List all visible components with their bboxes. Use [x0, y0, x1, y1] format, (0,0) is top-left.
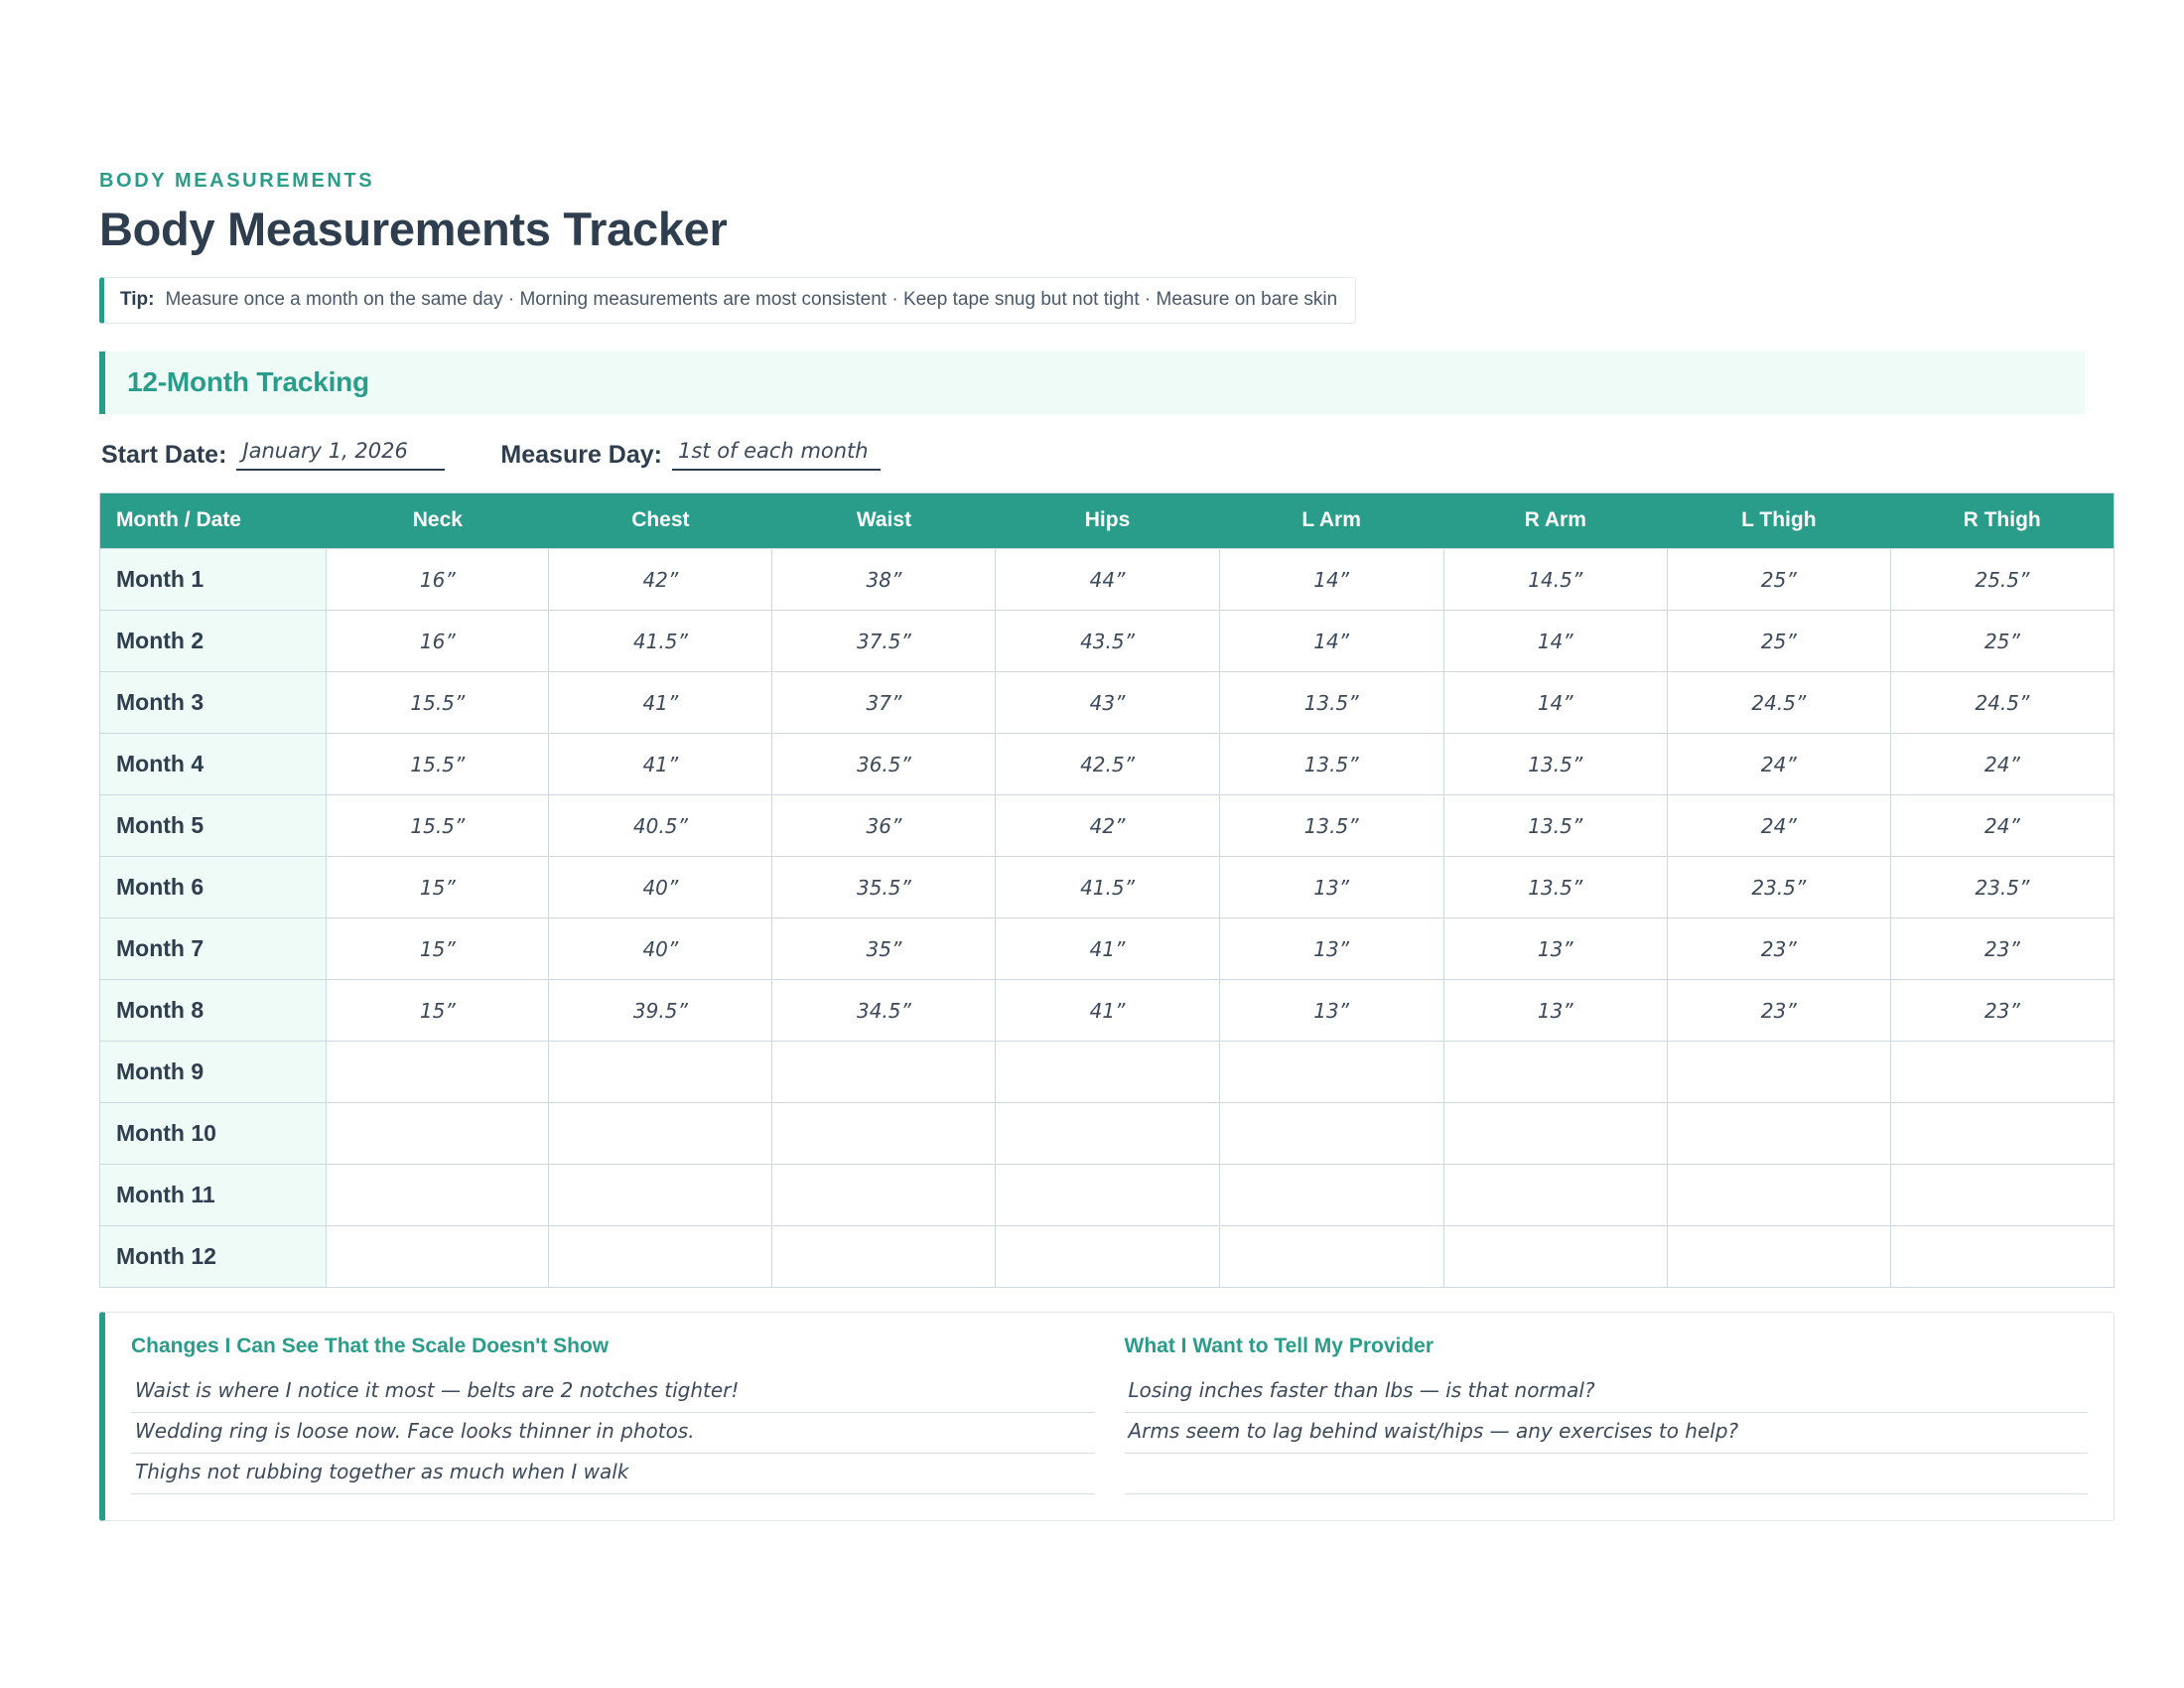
measurement-cell[interactable]	[1219, 1226, 1443, 1288]
measurement-cell[interactable]	[327, 918, 549, 980]
measurement-cell[interactable]	[1443, 1103, 1667, 1165]
measurement-value: 37.5”	[856, 629, 911, 653]
measurement-cell[interactable]	[772, 918, 996, 980]
measurement-value: 14.5”	[1528, 567, 1583, 592]
measurement-cell[interactable]	[1219, 611, 1443, 672]
meta-fields-row	[99, 438, 2085, 471]
table-row	[100, 1165, 2115, 1226]
measure-day-input[interactable]: 1st of each month	[672, 438, 881, 471]
table-column-header-2: Chest	[549, 493, 772, 549]
measurement-cell[interactable]	[327, 549, 549, 611]
start-date-field	[101, 438, 445, 471]
measurement-cell[interactable]	[549, 1042, 772, 1103]
measurement-value: 15.5”	[410, 690, 466, 715]
measurement-cell[interactable]	[996, 1165, 1219, 1226]
measurement-cell[interactable]	[1667, 549, 1890, 611]
measurement-cell[interactable]	[327, 980, 549, 1042]
measurement-cell[interactable]	[1443, 672, 1667, 734]
table-row	[100, 549, 2115, 611]
measurement-value: 15.5”	[410, 813, 466, 838]
measurement-cell[interactable]	[1443, 1165, 1667, 1226]
row-label-month-4: Month 4	[100, 734, 327, 795]
measurement-value: 42”	[1089, 813, 1126, 838]
measurement-cell[interactable]	[1890, 1226, 2114, 1288]
measurement-cell[interactable]	[1890, 980, 2114, 1042]
measurement-cell[interactable]	[996, 1103, 1219, 1165]
measurement-value: 15”	[419, 936, 456, 961]
measurement-value: 13.5”	[1528, 875, 1583, 900]
measurement-cell[interactable]	[549, 1103, 772, 1165]
measurement-value: 13.5”	[1303, 752, 1359, 776]
measurement-value: 43”	[1089, 690, 1126, 715]
measurements-table	[99, 492, 2115, 1288]
measurement-value: 42”	[642, 567, 679, 592]
table-column-header-4: Hips	[996, 493, 1219, 549]
measurement-cell[interactable]	[1667, 1165, 1890, 1226]
measurement-cell[interactable]	[549, 980, 772, 1042]
table-row	[100, 1042, 2115, 1103]
table-row	[100, 1103, 2115, 1165]
measurement-cell[interactable]	[549, 795, 772, 857]
measurement-value: 40”	[642, 875, 679, 900]
measurement-value: 44”	[1089, 567, 1126, 592]
measurement-cell[interactable]	[549, 857, 772, 918]
measurement-cell[interactable]	[996, 980, 1219, 1042]
measurement-cell[interactable]	[1219, 980, 1443, 1042]
table-head	[100, 493, 2115, 549]
measurement-value: 43.5”	[1080, 629, 1135, 653]
measurement-cell[interactable]	[549, 1165, 772, 1226]
row-label-month-5: Month 5	[100, 795, 327, 857]
measurement-cell[interactable]	[327, 795, 549, 857]
measurement-value: 13.5”	[1528, 813, 1583, 838]
measurement-cell[interactable]	[1219, 672, 1443, 734]
measurement-cell[interactable]	[1890, 795, 2114, 857]
notes-column-changes	[131, 1335, 1095, 1494]
tip-bar	[99, 277, 1356, 324]
measurement-value: 34.5”	[856, 998, 911, 1023]
measurement-value: 13”	[1313, 936, 1350, 961]
measurement-value: 24”	[1760, 813, 1797, 838]
measurement-cell[interactable]	[1667, 795, 1890, 857]
measurement-cell[interactable]	[327, 1103, 549, 1165]
measurement-cell[interactable]	[549, 734, 772, 795]
measurement-cell[interactable]	[772, 672, 996, 734]
measurement-cell[interactable]	[1890, 857, 2114, 918]
measurement-cell[interactable]	[1890, 672, 2114, 734]
measurement-cell[interactable]	[327, 611, 549, 672]
measurement-cell[interactable]	[549, 672, 772, 734]
measurement-value: 37”	[866, 690, 902, 715]
measurement-cell[interactable]	[772, 611, 996, 672]
measurement-cell[interactable]	[772, 1042, 996, 1103]
measurement-cell[interactable]	[1219, 549, 1443, 611]
row-label-month-12: Month 12	[100, 1226, 327, 1288]
measurement-cell[interactable]	[1219, 857, 1443, 918]
measurement-value: 36”	[866, 813, 902, 838]
measurement-cell[interactable]	[772, 734, 996, 795]
measurement-value: 25”	[1760, 629, 1797, 653]
measurement-cell[interactable]	[772, 980, 996, 1042]
measurement-cell[interactable]	[327, 857, 549, 918]
notes-changes-title: Changes I Can See That the Scale Doesn't Show	[131, 1335, 610, 1358]
measurement-cell[interactable]	[1219, 918, 1443, 980]
table-column-header-3: Waist	[772, 493, 996, 549]
row-label-month-8: Month 8	[100, 980, 327, 1042]
measurement-cell[interactable]	[327, 1226, 549, 1288]
start-date-label: Start Date:	[101, 440, 227, 469]
measurement-value: 40”	[642, 936, 679, 961]
measurement-cell[interactable]	[772, 857, 996, 918]
measurement-cell[interactable]	[1443, 857, 1667, 918]
measure-day-field	[500, 438, 881, 471]
notes-provider-title: What I Want to Tell My Provider	[1124, 1335, 1434, 1358]
section-title: 12-Month Tracking	[127, 365, 369, 397]
measurement-value: 24”	[1760, 752, 1797, 776]
measurement-cell[interactable]	[327, 1165, 549, 1226]
measurement-value: 13.5”	[1528, 752, 1583, 776]
row-label-month-6: Month 6	[100, 857, 327, 918]
measurement-cell[interactable]	[549, 549, 772, 611]
section-banner	[99, 352, 2085, 414]
measurement-value: 24”	[1984, 813, 2020, 838]
measurement-cell[interactable]	[1890, 734, 2114, 795]
note-line-provider[interactable]: Losing inches faster than lbs — is that normal?	[1125, 1372, 2089, 1413]
table-row	[100, 672, 2115, 734]
measurement-cell[interactable]	[1443, 1226, 1667, 1288]
measurement-cell[interactable]	[1443, 795, 1667, 857]
measurement-cell[interactable]	[1667, 857, 1890, 918]
measurement-cell[interactable]	[1443, 734, 1667, 795]
measurement-cell[interactable]	[1890, 1165, 2114, 1226]
measurement-cell[interactable]	[327, 672, 549, 734]
measure-day-label: Measure Day:	[500, 440, 662, 469]
table-row	[100, 1226, 2115, 1288]
measurement-cell[interactable]	[996, 1042, 1219, 1103]
measurement-value: 16”	[419, 567, 456, 592]
measurement-cell[interactable]	[1890, 549, 2114, 611]
measurement-value: 14”	[1537, 629, 1573, 653]
measurement-value: 38”	[866, 567, 902, 592]
measurement-value: 14”	[1537, 690, 1573, 715]
measurement-value: 41”	[642, 752, 679, 776]
table-column-header-7: L Thigh	[1667, 493, 1890, 549]
note-line-provider[interactable]: Arms seem to lag behind waist/hips — any exercises to help?	[1125, 1413, 2089, 1454]
measurement-value: 41”	[1089, 998, 1126, 1023]
measurement-cell[interactable]	[1443, 549, 1667, 611]
measurement-value: 24.5”	[1751, 690, 1807, 715]
measurement-value: 23”	[1984, 998, 2020, 1023]
measurement-value: 23”	[1760, 998, 1797, 1023]
measurement-cell[interactable]	[549, 611, 772, 672]
row-label-month-2: Month 2	[100, 611, 327, 672]
measurement-cell[interactable]	[996, 611, 1219, 672]
measurement-cell[interactable]	[1890, 1103, 2114, 1165]
measurement-cell[interactable]	[1890, 611, 2114, 672]
measurement-value: 13”	[1537, 936, 1573, 961]
measurement-cell[interactable]	[772, 1165, 996, 1226]
note-line-changes[interactable]: Thighs not rubbing together as much when I walk	[131, 1454, 1095, 1494]
measurement-value: 15.5”	[410, 752, 466, 776]
measurement-value: 13.5”	[1303, 690, 1359, 715]
notes-panel	[99, 1312, 2115, 1521]
table-column-header-1: Neck	[327, 493, 549, 549]
measurement-cell[interactable]	[1667, 1103, 1890, 1165]
measurement-cell[interactable]	[1667, 980, 1890, 1042]
measurement-cell[interactable]	[327, 734, 549, 795]
measurement-value: 14”	[1313, 629, 1350, 653]
measurement-value: 15”	[419, 998, 456, 1023]
row-label-month-7: Month 7	[100, 918, 327, 980]
measurement-cell[interactable]	[1219, 795, 1443, 857]
note-line-changes[interactable]: Wedding ring is loose now. Face looks thinner in photos.	[131, 1413, 1095, 1454]
measurement-cell[interactable]	[1443, 611, 1667, 672]
measurement-value: 35.5”	[856, 875, 911, 900]
table-body	[100, 549, 2115, 1288]
row-label-month-9: Month 9	[100, 1042, 327, 1103]
measurement-cell[interactable]	[772, 1226, 996, 1288]
measurement-cell[interactable]	[772, 549, 996, 611]
measurement-cell[interactable]	[1667, 672, 1890, 734]
measurement-cell[interactable]	[772, 1103, 996, 1165]
measurement-value: 35”	[866, 936, 902, 961]
measurement-value: 15”	[419, 875, 456, 900]
measurement-value: 25”	[1984, 629, 2020, 653]
measurement-value: 23.5”	[1975, 875, 2030, 900]
measurement-cell[interactable]	[996, 672, 1219, 734]
measurement-cell[interactable]	[1443, 918, 1667, 980]
notes-column-provider	[1125, 1335, 2089, 1494]
measurement-cell[interactable]	[1667, 1226, 1890, 1288]
row-label-month-3: Month 3	[100, 672, 327, 734]
measurement-value: 25”	[1760, 567, 1797, 592]
measurement-cell[interactable]	[1667, 611, 1890, 672]
measurement-cell[interactable]	[996, 857, 1219, 918]
page-eyebrow: BODY MEASUREMENTS	[99, 170, 375, 192]
note-line-provider[interactable]	[1125, 1454, 2089, 1494]
table-row	[100, 795, 2115, 857]
measurement-value: 41”	[642, 690, 679, 715]
measurement-value: 13”	[1537, 998, 1573, 1023]
measurement-cell[interactable]	[1443, 980, 1667, 1042]
measurement-value: 13.5”	[1303, 813, 1359, 838]
table-row	[100, 980, 2115, 1042]
measurement-cell[interactable]	[327, 1042, 549, 1103]
measurement-value: 16”	[419, 629, 456, 653]
measurement-value: 42.5”	[1080, 752, 1135, 776]
measurement-cell[interactable]	[1219, 1042, 1443, 1103]
measurement-cell[interactable]	[996, 549, 1219, 611]
measurement-cell[interactable]	[996, 734, 1219, 795]
measurement-cell[interactable]	[549, 918, 772, 980]
measurement-value: 23”	[1760, 936, 1797, 961]
measurement-cell[interactable]	[1219, 1103, 1443, 1165]
start-date-input[interactable]: January 1, 2026	[236, 438, 445, 471]
table-row	[100, 611, 2115, 672]
measurement-value: 41.5”	[632, 629, 688, 653]
measurement-cell[interactable]	[1667, 734, 1890, 795]
table-column-header-6: R Arm	[1443, 493, 1667, 549]
measurement-cell[interactable]	[1443, 1042, 1667, 1103]
measurement-value: 41”	[1089, 936, 1126, 961]
note-line-changes[interactable]: Waist is where I notice it most — belts are 2 notches tighter!	[131, 1372, 1095, 1413]
table-column-header-0: Month / Date	[100, 493, 327, 549]
measurement-value: 24”	[1984, 752, 2020, 776]
row-label-month-10: Month 10	[100, 1103, 327, 1165]
tip-text: Measure once a month on the same day · Morning measurements are most consistent · Keep tape snug but not tight · Measure on bare skin	[165, 288, 1338, 310]
page-title: Body Measurements Tracker	[99, 203, 728, 255]
measurement-value: 23.5”	[1751, 875, 1807, 900]
table-row	[100, 857, 2115, 918]
measurement-cell[interactable]	[549, 1226, 772, 1288]
measurement-value: 25.5”	[1975, 567, 2030, 592]
row-label-month-1: Month 1	[100, 549, 327, 611]
measurement-value: 24.5”	[1975, 690, 2030, 715]
measurement-value: 23”	[1984, 936, 2020, 961]
table-column-header-8: R Thigh	[1890, 493, 2114, 549]
measurement-value: 14”	[1313, 567, 1350, 592]
measurement-cell[interactable]	[1219, 734, 1443, 795]
measurement-cell[interactable]	[996, 795, 1219, 857]
table-header-row	[100, 493, 2115, 549]
measurement-cell[interactable]	[1667, 918, 1890, 980]
measurement-cell[interactable]	[996, 918, 1219, 980]
measurement-cell[interactable]	[1667, 1042, 1890, 1103]
measurement-value: 36.5”	[856, 752, 911, 776]
table-column-header-5: L Arm	[1219, 493, 1443, 549]
measurement-cell[interactable]	[1890, 1042, 2114, 1103]
measurement-value: 39.5”	[632, 998, 688, 1023]
measurement-cell[interactable]	[1890, 918, 2114, 980]
measurement-cell[interactable]	[996, 1226, 1219, 1288]
table-row	[100, 734, 2115, 795]
row-label-month-11: Month 11	[100, 1165, 327, 1226]
measurement-cell[interactable]	[1219, 1165, 1443, 1226]
table-row	[100, 918, 2115, 980]
tip-label: Tip:	[120, 288, 155, 310]
measurement-cell[interactable]	[772, 795, 996, 857]
measurement-value: 40.5”	[632, 813, 688, 838]
measurement-value: 13”	[1313, 998, 1350, 1023]
measurement-value: 41.5”	[1080, 875, 1135, 900]
measurement-value: 13”	[1313, 875, 1350, 900]
